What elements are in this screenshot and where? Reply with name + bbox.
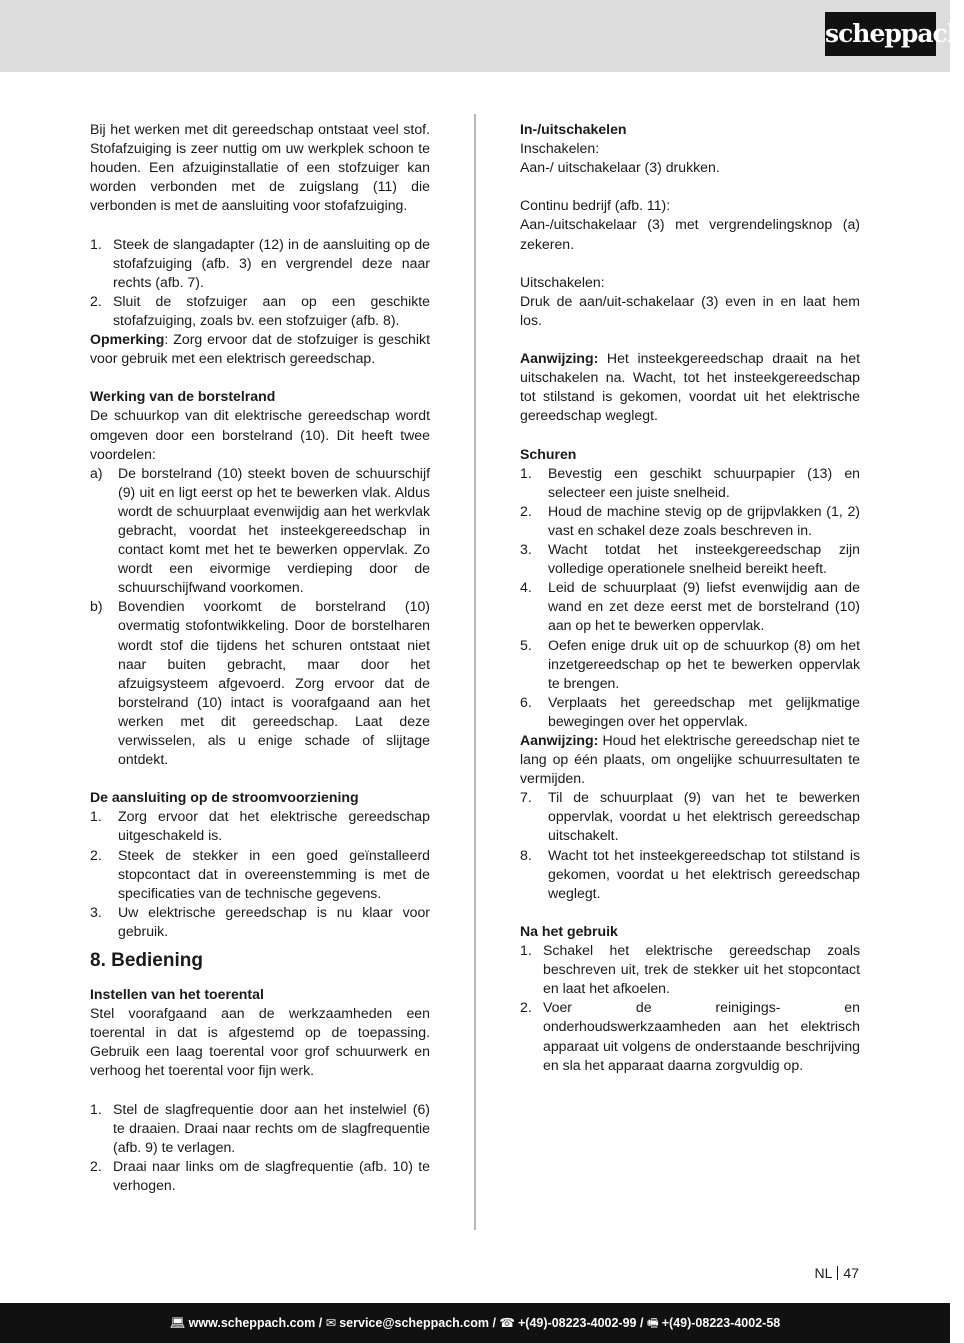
dust-intro-paragraph: Bij het werken met dit gereedschap ontstaat veel stof. Stofafzuiging is zeer nuttig om uw werkplek schoon te houden. Een afzuiginstallatie of een stofzuiger kan worden verbonden met de zuigslang (11) die verbonden is met de aansluiting voor stofafzuiging.: [90, 121, 430, 214]
list-item: 4. Leid de schuurplaat (9) liefst evenwijdig aan de wand en zet deze eerst met de borstelrand (10) aan op het te bewerken oppervlak.: [520, 579, 860, 634]
list-item: 3. Uw elektrische gereedschap is nu klaar voor gebruik.: [90, 903, 430, 939]
page-number: NL 47: [814, 1265, 859, 1281]
continuous-text: Aan-/uitschakelaar (3) met vergrendelingsknop (a) zekeren.: [520, 216, 860, 252]
hint-paragraph: Aanwijzing: Het insteekgereedschap draait na het uitschakelen na. Wacht, tot het insteekgereedschap tot stilstand is gekomen, voordat uit het elektrische gereedschap weglegt.: [520, 350, 860, 424]
list-item: 8. Wacht tot het insteekgereedschap tot stilstand is gekomen, voordat u het elektrisch gereedschap weglegt.: [520, 846, 860, 901]
section-title: 8. Bediening: [90, 950, 203, 972]
switch-on-label: Inschakelen:: [520, 140, 600, 157]
switch-off-label: Uitschakelen:: [520, 273, 605, 290]
fax-icon: 🖷︎: [646, 1316, 659, 1330]
switch-on-text: Aan-/ uitschakelaar (3) drukken.: [520, 159, 720, 176]
sanding-steps-list-continued: [520, 788, 860, 903]
list-item: 1. Bevestig een geschikt schuurpapier (13) en selecteer een juiste snelheid.: [520, 464, 860, 500]
after-use-steps-list: [520, 941, 860, 1075]
after-use-heading: Na het gebruik: [520, 922, 618, 939]
list-item: 2. Steek de stekker in een goed geïnstalleerd stopcontact dat in overeenstemming is met de specificaties van de technische gegevens.: [90, 846, 430, 901]
email-link[interactable]: service@scheppach.com /: [339, 1316, 496, 1330]
scheppach-logo: scheppach: [825, 12, 936, 56]
speed-steps-list: [90, 1100, 430, 1195]
computer-icon: 💻︎: [169, 1316, 186, 1330]
column-divider: [474, 114, 476, 1230]
list-item: 3. Wacht totdat het insteekgereedschap zijn volledige operationele snelheid bereikt heeft.: [520, 541, 860, 577]
brush-intro-paragraph: De schuurkop van dit elektrische gereedschap wordt omgeven door een borstelrand (10). Dit heeft twee voordelen:: [90, 407, 430, 462]
list-item: 1. Zorg ervoor dat het elektrische gereedschap uitgeschakeld is.: [90, 808, 430, 844]
sanding-steps-list: [520, 464, 860, 731]
list-item: a) De borstelrand (10) steekt boven de schuurschijf (9) uit en ligt eerst op het te bewerken vlak. Aldus wordt de schuurplaat evenwijdig aan het werkvlak gebracht, voordat het insteekgereedschap in contact komt met het te bewerken oppervlak. Zo wordt een eivormige verdieping door de schuurschijfwand voorkomen.: [90, 464, 430, 596]
brush-heading: Werking van de borstelrand: [90, 388, 276, 405]
list-item: 2. Sluit de stofzuiger aan op een geschikte stofafzuiging, zoals bv. een stofzuiger (afb. 8).: [90, 292, 430, 328]
list-item: 1. Steek de slangadapter (12) in de aansluiting op de stofafzuiging (afb. 3) en vergrendel deze naar rechts (afb. 7).: [90, 235, 430, 290]
list-item: b) Bovendien voorkomt de borstelrand (10) overmatig stofontwikkeling. Door de borstelharen wordt stof die tijdens het schuren ontstaat niet naar buiten gebracht, maar door het afzuigsysteem afgevoerd. Zorg ervoor dat de borstelrand (10) intact is voorafgaand aan het werken met dit gereedschap. Laat deze verwisselen, als u enige schade of slijtage ontdekt.: [90, 598, 430, 768]
list-item: 1. Schakel het elektrische gereedschap zoals beschreven uit, trek de stekker uit het stopcontact en laat het afkoelen.: [520, 942, 860, 997]
right-column: [520, 120, 860, 1075]
list-item: 2. Voer de reinigings- en onderhoudswerkzaamheden aan het elektrisch apparaat uit volgens de onderstaande beschrijving en sla het apparaat daarna zorgvuldig op.: [520, 999, 860, 1073]
list-item: 7. Til de schuurplaat (9) van het te bewerken oppervlak, voordat u het elektrisch gereedschap uitschakelt.: [520, 789, 860, 844]
hint-paragraph: Aanwijzing: Houd het elektrische gereedschap niet te lang op één plaats, om ongelijke schuurresultaten te vermijden.: [520, 732, 860, 787]
switch-heading: In-/uitschakelen: [520, 121, 627, 137]
power-heading: De aansluiting op de stroomvoorziening: [90, 789, 359, 806]
list-item: 5. Oefen enige druk uit op de schuurkop (8) om het inzetgereedschap op het te bewerken oppervlak te brengen.: [520, 636, 860, 691]
speed-intro-paragraph: Stel voorafgaand aan de werkzaamheden een toerental in dat is afgestemd op de toepassing. Gebruik een laag toerental voor grof schuurwerk en verhoog het toerental voor fijn werk.: [90, 1005, 430, 1079]
list-item: 2. Houd de machine stevig op de grijpvlakken (1, 2) vast en schakel deze zoals beschreven in.: [520, 502, 860, 538]
switch-off-text: Druk de aan/uit-schakelaar (3) even in en laat hem los.: [520, 292, 860, 328]
website-link[interactable]: www.scheppach.com /: [188, 1316, 323, 1330]
list-item: 1. Stel de slagfrequentie door aan het instelwiel (6) te draaien. Draai naar rechts om de slagfrequentie (afb. 9) te verlagen.: [90, 1100, 430, 1155]
phone-number: +(49)-08223-4002-99 /: [518, 1316, 644, 1330]
note-paragraph: Opmerking: Zorg ervoor dat de stofzuiger is geschikt voor gebruik met een elektrisch gereedschap.: [90, 331, 430, 367]
sanding-heading: Schuren: [520, 445, 577, 462]
footer-bar: [0, 1303, 950, 1343]
speed-heading: Instellen van het toerental: [90, 986, 264, 1003]
email-icon: ✉: [325, 1316, 337, 1330]
phone-icon: ☎: [499, 1316, 515, 1330]
left-column: [90, 120, 430, 1195]
fax-number: +(49)-08223-4002-58: [661, 1316, 781, 1330]
list-item: 2. Draai naar links om de slagfrequentie (afb. 10) te verhogen.: [90, 1157, 430, 1193]
header-bar: [0, 0, 964, 72]
power-steps-list: [90, 807, 430, 941]
list-item: 6. Verplaats het gereedschap met gelijkmatige bewegingen over het oppervlak.: [520, 693, 860, 729]
continuous-label: Continu bedrijf (afb. 11):: [520, 197, 671, 214]
brush-advantages-list: [90, 464, 430, 770]
dust-steps-list: [90, 235, 430, 330]
